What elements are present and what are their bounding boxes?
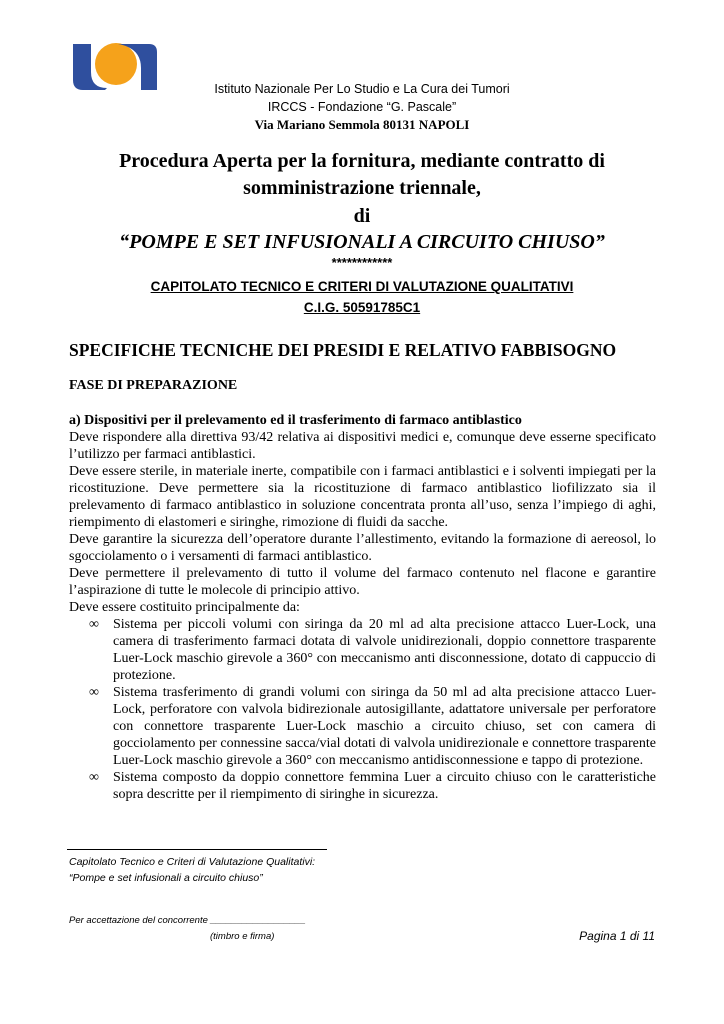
- phase-title: FASE DI PREPARAZIONE: [69, 378, 238, 393]
- footer-divider: [67, 849, 327, 850]
- list-item-text: Sistema per piccoli volumi con siringa da 20 ml ad alta precisione attacco Luer-Lock, una camera di trasferimento farmaci dotata di valvole unidirezionali, doppio connettore trasparente Luer-Lock maschio girevole a 360° con meccanismo anti disconnessione, dotato di cappuccio di protezione.: [113, 617, 656, 683]
- document-body: [69, 412, 656, 803]
- paragraph: Deve permettere il prelevamento di tutto il volume del farmaco contenuto nel flacone e garantire l’aspirazione di tutte le molecole di principio attivo.: [69, 566, 656, 598]
- paragraph: Deve rispondere alla direttiva 93/42 relativa ai dispositivi medici e, comunque deve esserne specificato l’utilizzo per farmaci antiblastici.: [69, 430, 656, 462]
- list-item-text: Sistema trasferimento di grandi volumi con siringa da 50 ml ad alta precisione attacco Luer-Lock, perforatore con valvola bidirezionale autosigillante, adattatore universale per perforatore con connettore trasparente Luer-Lock maschio a circuito chiuso, set con camera di gocciolamento per connessine sacca/vial dotati di valvola unidirezionale e connettore trasparente Luer-Lock maschio girevole a 360° con meccanismo antidisconnessione e tappo di protezione.: [113, 685, 656, 768]
- document-title-line-3: di: [353, 205, 371, 227]
- footer-subtitle: “Pompe e set infusionali a circuito chiuso”: [69, 872, 263, 884]
- document-subtitle: CAPITOLATO TECNICO E CRITERI DI VALUTAZIONE QUALITATIVI: [150, 279, 574, 294]
- paragraph: Deve essere sterile, in materiale inerte, compatibile con i farmaci antiblastici e i solventi impiegati per la ricostituzione. Deve permettere sia la ricostituzione di farmaco antiblastico liofilizzato sia il prelevamento di farmaco antiblastico in soluzione concentrata pronta all’uso, senza l’impiego di aghi, riempimento di elastomeri e siringhe, rimozione di fluidi da sacche.: [69, 464, 656, 530]
- list-item: [69, 769, 656, 803]
- document-title-line-4: “POMPE E SET INFUSIONALI A CIRCUITO CHIUSO”: [119, 231, 605, 253]
- paragraph: Deve garantire la sicurezza dell’operatore durante l’allestimento, evitando la formazione di aereosol, lo sgocciolamento o i versamenti di farmaci antiblastico.: [69, 532, 656, 564]
- bullet-icon: ∞: [89, 685, 99, 700]
- paragraph: Deve essere costituito principalmente da:: [69, 600, 300, 615]
- bullet-icon: ∞: [89, 770, 99, 785]
- stamp-signature-label: (timbro e firma): [210, 931, 275, 942]
- document-title-line-1: Procedura Aperta per la fornitura, mediante contratto di: [119, 150, 605, 172]
- component-list: [69, 616, 656, 803]
- institute-name: Istituto Nazionale Per Lo Studio e La Cura dei Tumori: [214, 82, 510, 96]
- institute-foundation: IRCCS - Fondazione “G. Pascale”: [267, 100, 457, 114]
- institute-address: Via Mariano Semmola 80131 NAPOLI: [254, 117, 470, 132]
- footer-title: Capitolato Tecnico e Criteri di Valutazione Qualitativi:: [69, 856, 316, 868]
- list-item-text: Sistema composto da doppio connettore femmina Luer a circuito chiuso con le caratteristiche sopra descritte per il riempimento di siringhe in sicurezza.: [113, 770, 656, 802]
- bullet-icon: ∞: [89, 617, 99, 632]
- list-item: [69, 684, 656, 769]
- list-item: [69, 616, 656, 684]
- title-separator: ************: [331, 255, 393, 270]
- page-number: Pagina 1 di 11: [579, 929, 655, 943]
- item-heading: a) Dispositivi per il prelevamento ed il trasferimento di farmaco antiblastico: [69, 413, 522, 428]
- acceptance-line: Per accettazione del concorrente __________________: [69, 915, 306, 926]
- document-title-line-2: somministrazione triennale,: [243, 177, 481, 199]
- cig-code: C.I.G. 50591785C1: [303, 300, 421, 315]
- section-title: SPECIFICHE TECNICHE DEI PRESIDI E RELATIVO FABBISOGNO: [69, 340, 617, 360]
